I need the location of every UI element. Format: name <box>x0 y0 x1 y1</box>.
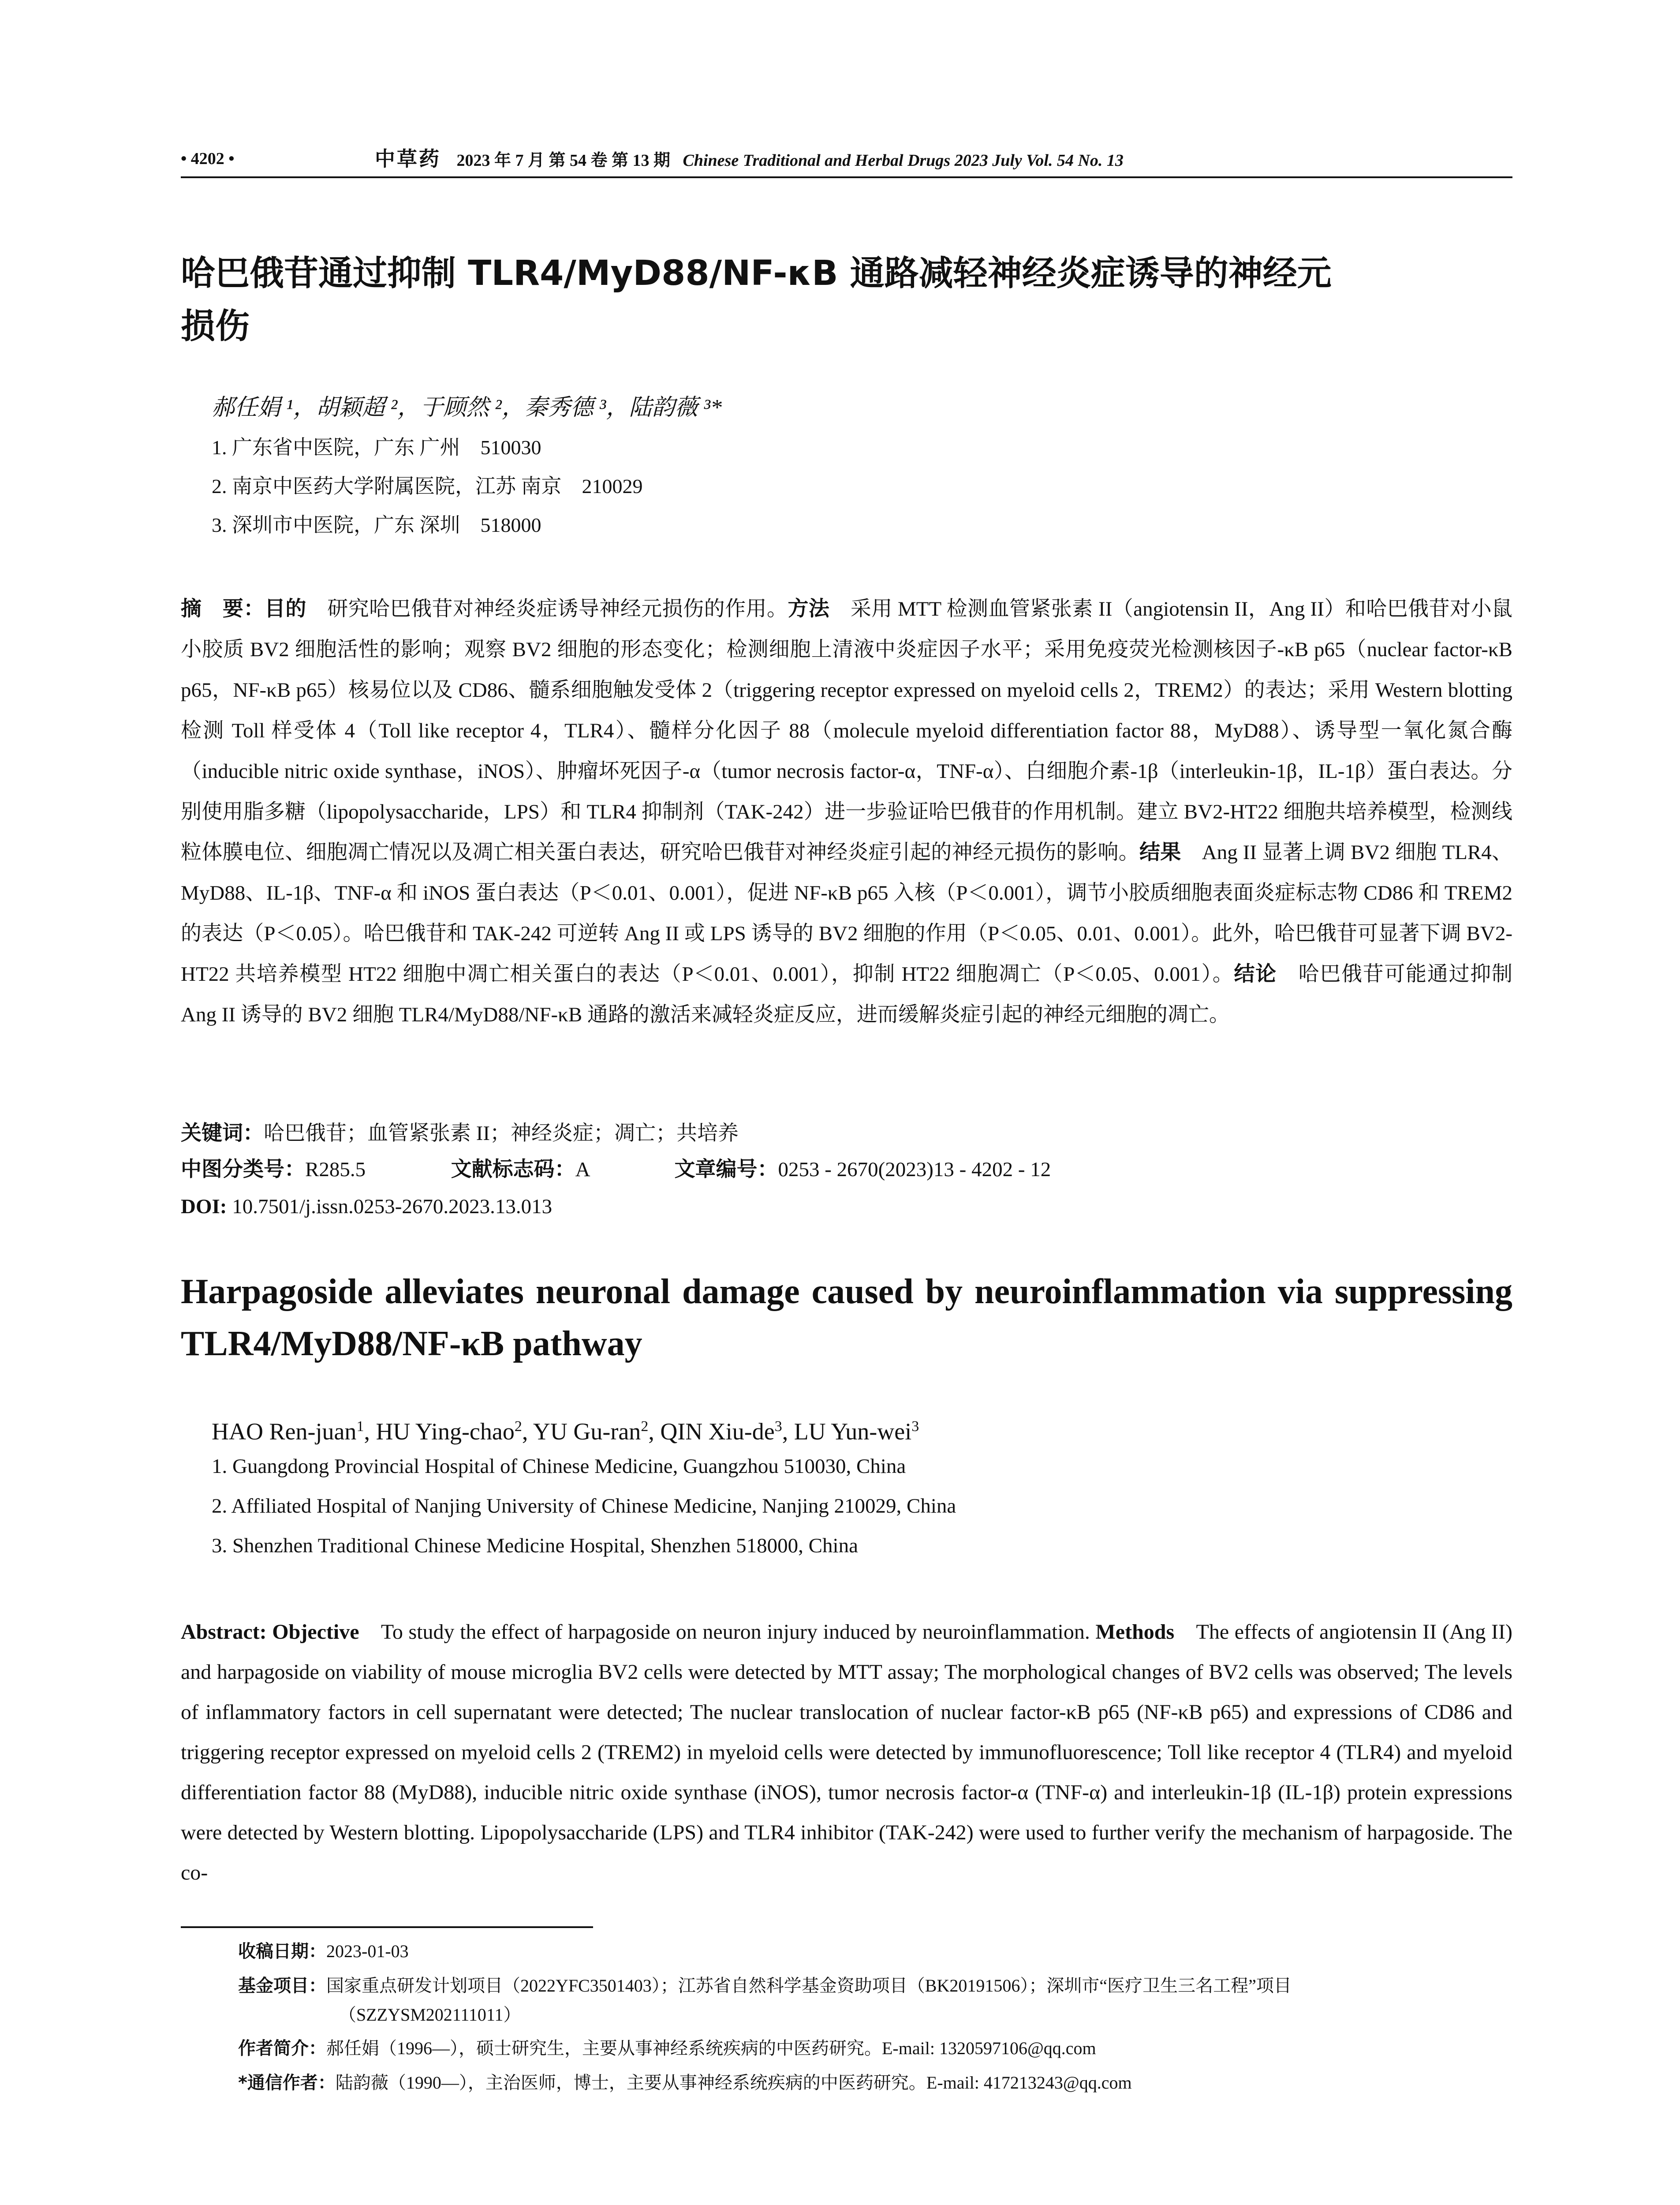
author-en-name: YU Gu-ran <box>533 1418 641 1445</box>
title-en: Harpagoside alleviates neuronal damage caused by neuroinflammation via suppressing TLR4/MyD88/NF-κB pathway <box>181 1272 1512 1363</box>
author-en-affiliation-mark: 1 <box>356 1418 364 1435</box>
author-en-separator: , <box>364 1418 376 1445</box>
objective-cn-text: 研究哈巴俄苷对神经炎症诱导神经元损伤的作用。 <box>306 598 788 620</box>
objective-en-text: To study the effect of harpagoside on neuron injury induced by neuroinflammation. <box>359 1620 1096 1644</box>
running-header <box>181 146 1512 172</box>
title-cn-line2: 损伤 <box>181 306 250 346</box>
author-en-separator: , <box>522 1418 533 1445</box>
author-en-separator: , <box>648 1418 661 1445</box>
author-en-name: HU Ying-chao <box>376 1418 515 1445</box>
footnote-author-bio <box>238 2034 1512 2063</box>
affiliation-cn-2: 2. 南京中医药大学附属医院，江苏 南京 210029 <box>212 475 643 497</box>
author-en-affiliation-mark: 3 <box>774 1418 782 1435</box>
footnote-corresponding <box>238 2068 1512 2097</box>
bio-text: 郝任娟（1996—），硕士研究生，主要从事神经系统疾病的中医药研究。E-mail: 1320597106@qq.com <box>326 2038 1096 2058</box>
abstract-en-label: Abstract: <box>181 1620 273 1644</box>
affiliation-cn-1: 1. 广东省中医院，广东 广州 510030 <box>212 436 541 459</box>
corresponding-text: 陆韵薇（1990—），主治医师，博士，主要从事神经系统疾病的中医药研究。E-mail: 417213243@qq.com <box>335 2073 1132 2093</box>
author-en-name: HAO Ren-juan <box>212 1418 357 1445</box>
author-en-affiliation-mark: 2 <box>514 1418 522 1435</box>
issue-info-cn: 2023 年 7 月 第 54 卷 第 13 期 <box>456 151 671 170</box>
page-number: • 4202 • <box>181 149 235 168</box>
keywords-cn-label: 关键词： <box>181 1121 264 1145</box>
author-en-name: LU Yun-wei <box>794 1418 912 1445</box>
bio-label: 作者简介： <box>238 2038 326 2059</box>
footnote-received <box>238 1937 1512 1966</box>
fund-label: 基金项目： <box>238 1976 326 1996</box>
fund-text-2: （SZZYSM202111011） <box>339 2005 521 2025</box>
author-en-name: QIN Xiu-de <box>660 1418 775 1445</box>
journal-info <box>375 146 1124 174</box>
methods-cn-label: 方法 <box>788 597 830 621</box>
results-cn-text: Ang II 显著上调 BV2 细胞 TLR4、MyD88、IL-1β、TNF-α 和 iNOS 蛋白表达（P＜0.01、0.001），促进 NF-κB p65 入核（P＜0.001），调节小胶质细胞表面炎症标志物 CD86 和 TREM2 的表达（P＜0.05）。哈巴俄苷和 TAK-242 可逆转 Ang II 或 LPS 诱导的 BV2 细胞的作用（P＜0.05、0.01、0.001）。此外，哈巴俄苷可显著下调 BV2-HT22 共培养模型 HT22 细胞中凋亡相关蛋白的表达（P＜0.01、0.001），抑制 HT22 细胞凋亡（P＜0.05、0.001）。 <box>181 841 1512 986</box>
affiliation-cn-3: 3. 深圳市中医院，广东 深圳 518000 <box>212 514 541 536</box>
author-en-separator: , <box>782 1418 794 1445</box>
footnote-fund <box>238 1971 1512 2029</box>
authors-cn: 郝任娟 ¹，胡颖超 ²，于顾然 ²，秦秀德 ³，陆韵薇 ³* <box>212 395 722 420</box>
clc-value: R285.5 <box>305 1158 366 1181</box>
doc-code-label: 文献标志码： <box>451 1157 575 1181</box>
methods-cn-text: 采用 MTT 检测血管紧张素 II（angiotensin II，Ang II）和哈巴俄苷对小鼠小胶质 BV2 细胞活性的影响；观察 BV2 细胞的形态变化；检测细胞上清液中炎症因子水平；采用免疫荧光检测核因子-κB p65（nuclear factor-κB p65，NF-κB p65）核易位以及 CD86、髓系细胞触发受体 2（triggering receptor expressed on myeloid cells 2，TREM2）的表达；采用 Western blotting 检测 Toll 样受体 4（Toll like receptor 4，TLR4）、髓样分化因子 88（molecule myeloid differentiation factor 88，MyD88）、诱导型一氧化氮合酶（inducible nitric oxide synthase，iNOS）、肿瘤坏死因子-α（tumor necrosis factor-α，TNF-α）、白细胞介素-1β（interleukin-1β，IL-1β）蛋白表达。分别使用脂多糖（lipopolysaccharide，LPS）和 TLR4 抑制剂（TAK-242）进一步验证哈巴俄苷的作用机制。建立 BV2-HT22 细胞共培养模型，检测线粒体膜电位、细胞凋亡情况以及凋亡相关蛋白表达，研究哈巴俄苷对神经炎症引起的神经元损伤的影响。 <box>181 598 1513 864</box>
doc-code-value: A <box>575 1158 589 1181</box>
classification-line <box>181 1152 1051 1187</box>
affiliation-en-1: 1. Guangdong Provincial Hospital of Chinese Medicine, Guangzhou 510030, China <box>212 1455 906 1478</box>
authors-en <box>212 1409 919 1449</box>
keywords-cn-text: 哈巴俄苷；血管紧张素 II；神经炎症；凋亡；共培养 <box>264 1122 739 1145</box>
title-cn <box>181 247 1512 353</box>
results-cn-label: 结果 <box>1139 840 1181 864</box>
methods-en-label: Methods <box>1095 1620 1175 1644</box>
clc-label: 中图分类号： <box>181 1157 305 1181</box>
abstract-en <box>181 1612 1512 1893</box>
keywords-cn <box>181 1116 739 1151</box>
conclusion-cn-label: 结论 <box>1234 962 1277 986</box>
doi-line <box>181 1189 552 1224</box>
title-cn-line1: 哈巴俄苷通过抑制 TLR4/MyD88/NF-κB 通路减轻神经炎症诱导的神经元 <box>181 254 1332 293</box>
doi-label: DOI: <box>181 1195 227 1218</box>
affiliation-en-2: 2. Affiliated Hospital of Nanjing University of Chinese Medicine, Nanjing 210029, China <box>212 1495 956 1517</box>
author-en-affiliation-mark: 2 <box>641 1418 649 1435</box>
doi-value[interactable]: 10.7501/j.issn.0253-2670.2023.13.013 <box>227 1195 553 1218</box>
received-date: 2023-01-03 <box>326 1941 409 1961</box>
conclusion-cn-text: 哈巴俄苷可能通过抑制 Ang II 诱导的 BV2 细胞 TLR4/MyD88/NF-κB 通路的激活来减轻炎症反应，进而缓解炎症引起的神经元细胞的凋亡。 <box>181 963 1513 1026</box>
header-rule <box>181 176 1512 178</box>
footnote-rule <box>181 1926 593 1928</box>
author-en-affiliation-mark: 3 <box>911 1418 919 1435</box>
objective-en-label: Objective <box>272 1620 359 1644</box>
corresponding-label: *通信作者： <box>238 2073 336 2093</box>
objective-cn-label: 目的 <box>264 597 306 621</box>
article-no-value: 0253 - 2670(2023)13 - 4202 - 12 <box>778 1158 1051 1181</box>
affiliation-en-3: 3. Shenzhen Traditional Chinese Medicine Hospital, Shenzhen 518000, China <box>212 1534 858 1557</box>
article-no-label: 文章编号： <box>674 1157 778 1181</box>
methods-en-text: The effects of angiotensin II (Ang II) and harpagoside on viability of mouse microglia BV2 cells were detected by MTT assay; The morphological changes of BV2 cells was observed; The levels of inflammatory factors in cell supernatant were detected; The nuclear translocation of nuclear factor-κB p65 (NF-κB p65) and expressions of CD86 and triggering receptor expressed on myeloid cells 2 (TREM2) in myeloid cells were detected by immunofluorescence; Toll like receptor 4 (TLR4) and myeloid differentiation factor 88 (MyD88), inducible nitric oxide synthase (iNOS), tumor necrosis factor-α (TNF-α) and interleukin-1β (IL-1β) protein expressions were detected by Western blotting. Lipopolysaccharide (LPS) and TLR4 inhibitor (TAK-242) were used to further verify the mechanism of harpagoside. The co- <box>181 1620 1512 1884</box>
journal-logo-cn: 中草药 <box>375 147 441 171</box>
journal-name-en: Chinese Traditional and Herbal Drugs 2023 July Vol. 54 No. 13 <box>683 151 1124 170</box>
abstract-cn-label: 摘 要： <box>181 597 265 621</box>
fund-text-1: 国家重点研发计划项目（2022YFC3501403）；江苏省自然科学基金资助项目（BK20191506）；深圳市“医疗卫生三名工程”项目 <box>326 1976 1292 1996</box>
received-label: 收稿日期： <box>238 1941 326 1962</box>
abstract-cn <box>181 589 1512 1035</box>
